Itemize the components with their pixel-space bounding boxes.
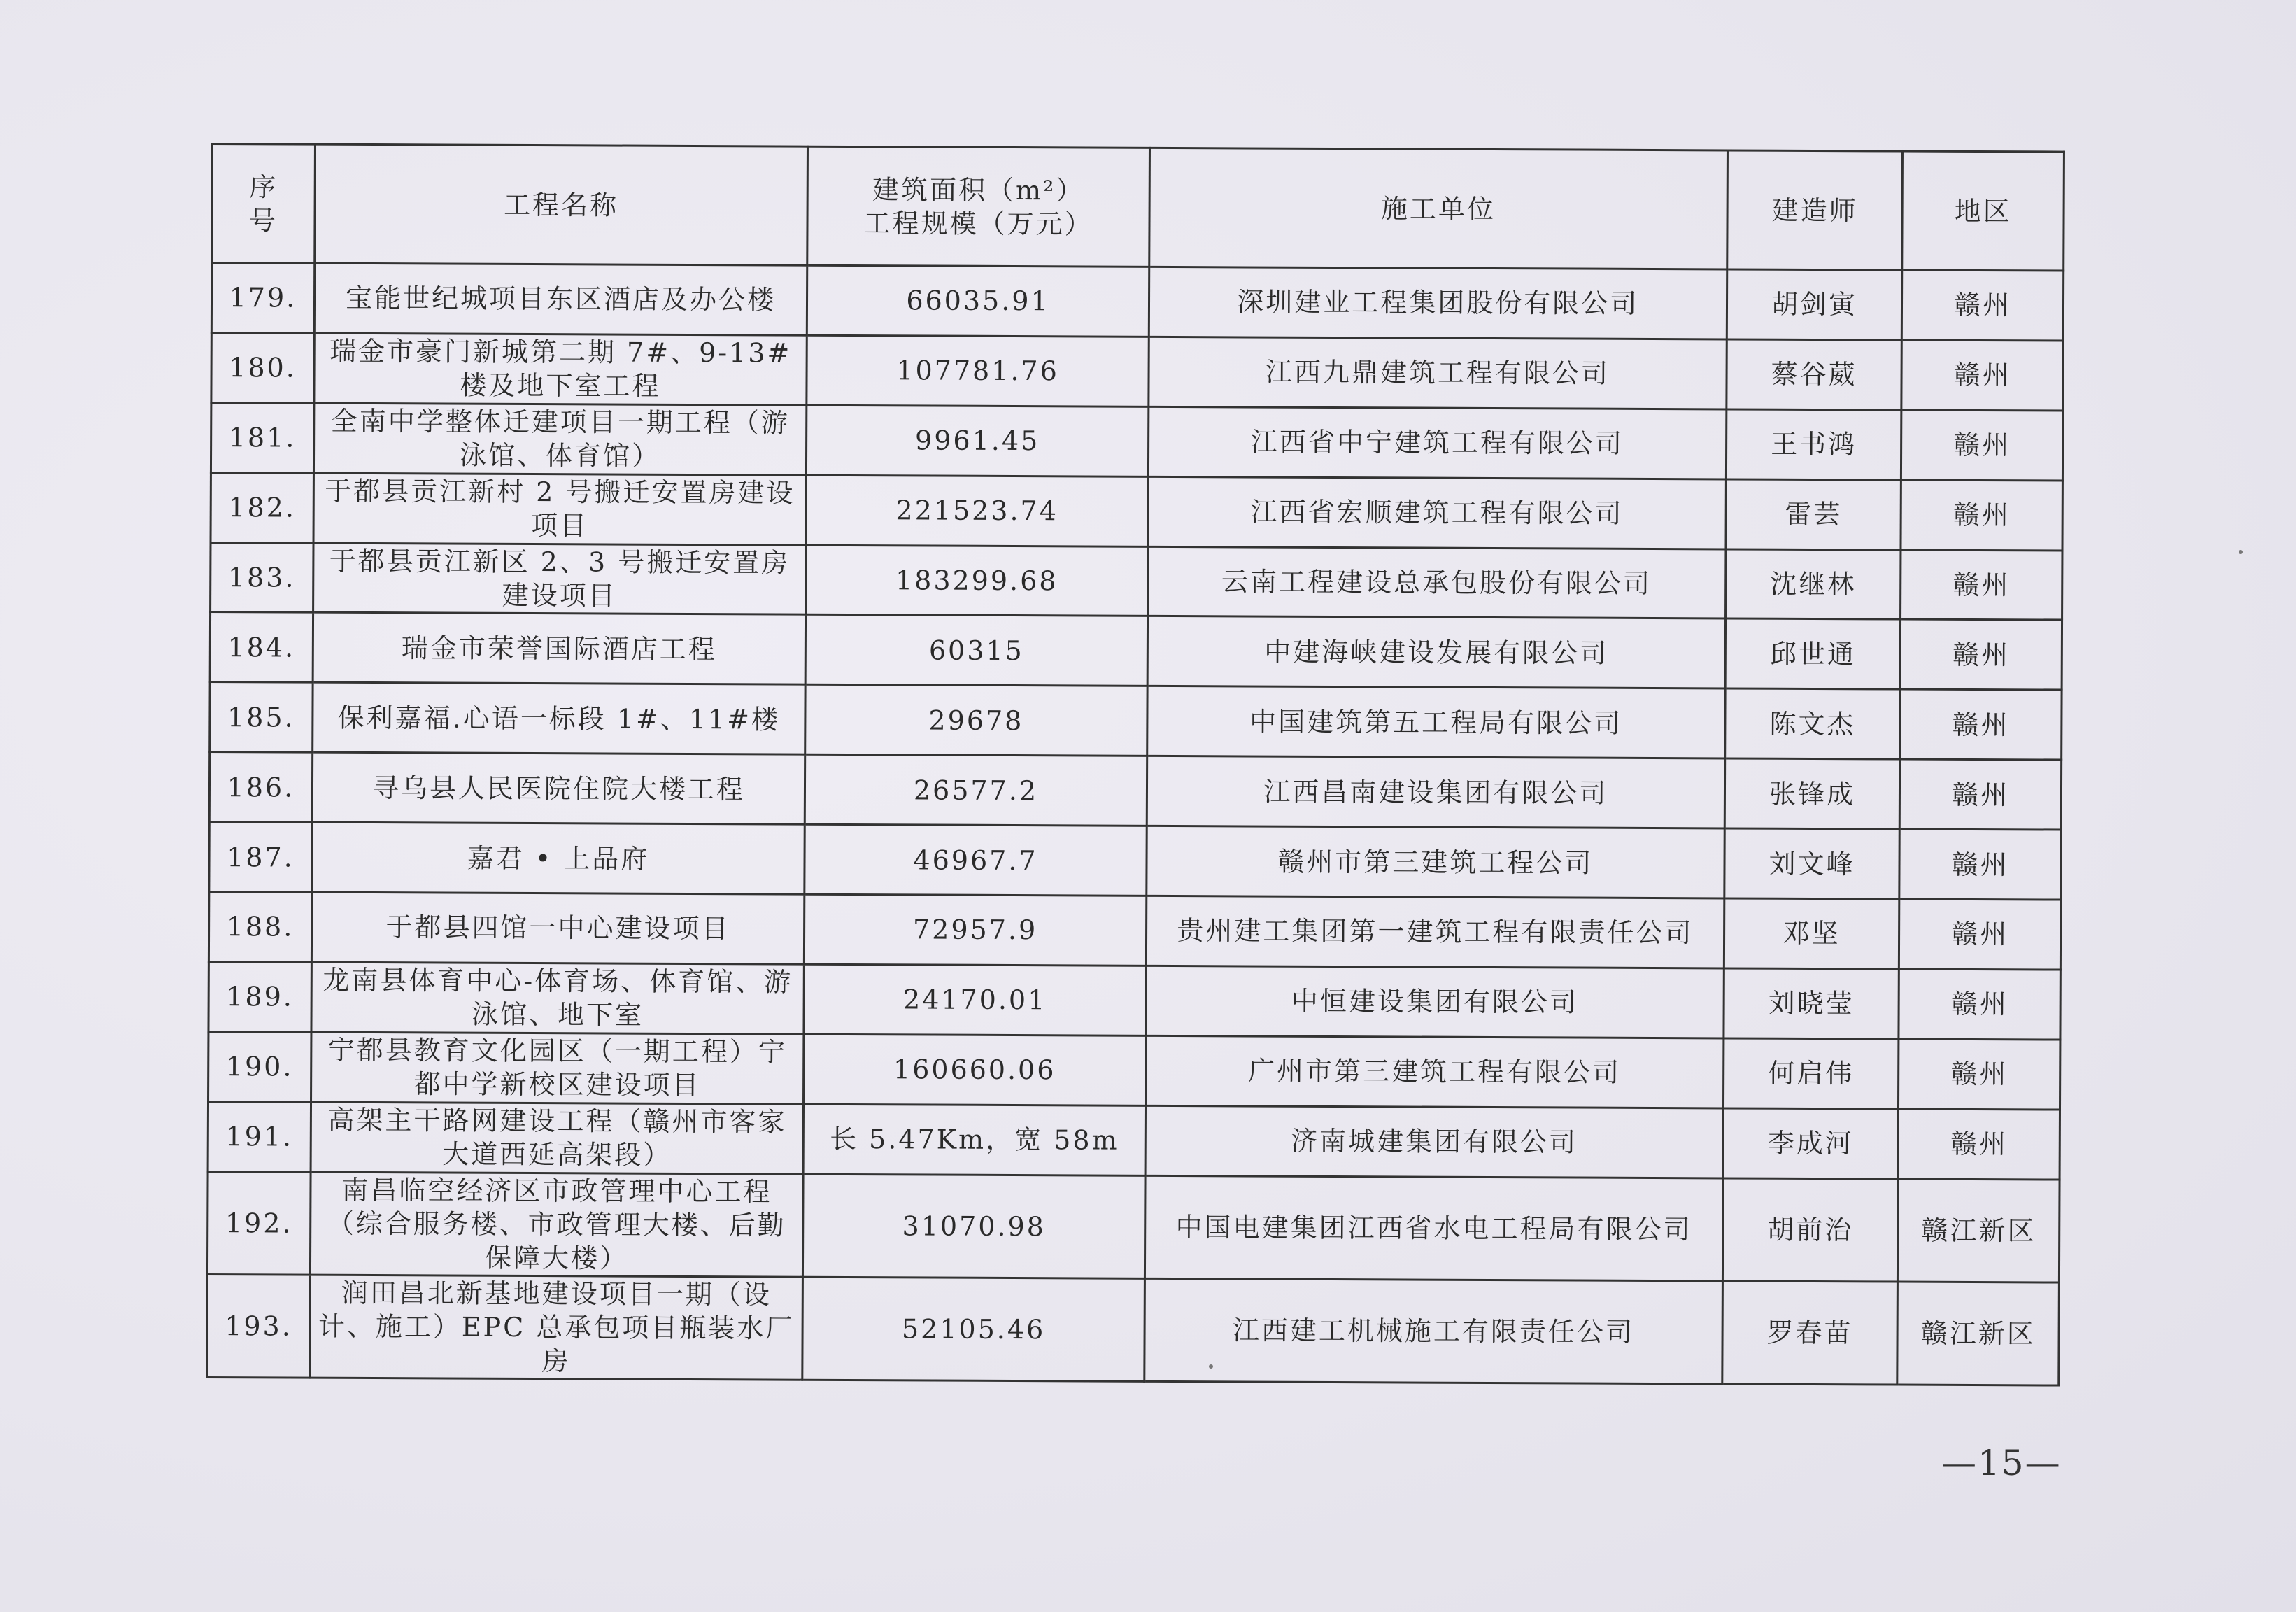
cell-no: 188.: [208, 892, 311, 963]
cell-no: 189.: [208, 961, 311, 1032]
cell-no: 186.: [209, 752, 312, 823]
header-company: 施工单位: [1149, 148, 1727, 269]
table-row: [209, 752, 2061, 830]
cell-company: 赣州市第三建筑工程公司: [1147, 826, 1724, 898]
cell-company: 中国电建集团江西省水电工程局有限公司: [1145, 1175, 1722, 1281]
cell-name: 保利嘉福.心语一标段 1#、11#楼: [313, 682, 806, 754]
table-row: [211, 472, 2062, 550]
cell-no: 182.: [211, 472, 313, 543]
paper-speck: [2239, 550, 2243, 554]
cell-scale: 107781.76: [807, 335, 1149, 406]
cell-region: 赣江新区: [1898, 1179, 2060, 1282]
cell-name: 全南中学整体迁建项目一期工程（游泳馆、体育馆）: [313, 403, 807, 475]
header-region: 地区: [1902, 151, 2064, 271]
cell-region: 赣州: [1899, 899, 2061, 970]
cell-region: 赣江新区: [1897, 1282, 2059, 1385]
header-builder: 建造师: [1727, 150, 1903, 270]
cell-scale: 66035.91: [807, 265, 1149, 337]
cell-name: 于都县贡江新区 2、3 号搬迁安置房建设项目: [313, 543, 806, 615]
cell-company: 广州市第三建筑工程有限公司: [1145, 1035, 1723, 1108]
cell-builder: 胡前治: [1722, 1178, 1898, 1282]
cell-scale: 52105.46: [802, 1277, 1145, 1381]
cell-company: 中恒建设集团有限公司: [1146, 966, 1724, 1038]
cell-region: 赣州: [1899, 1109, 2060, 1180]
table-row: [208, 892, 2060, 970]
cell-name: 寻乌县人民医院住院大楼工程: [312, 752, 805, 824]
cell-name: 润田昌北新基地建设项目一期（设计、施工）EPC 总承包项目瓶装水厂房: [310, 1275, 803, 1380]
cell-builder: 罗春苗: [1722, 1281, 1897, 1385]
cell-region: 赣州: [1902, 270, 2064, 341]
cell-no: 190.: [208, 1031, 311, 1102]
cell-builder: 沈继林: [1725, 549, 1901, 620]
table-row: [210, 612, 2062, 690]
cell-builder: 陈文杰: [1724, 688, 1900, 759]
cell-no: 184.: [210, 612, 313, 683]
cell-scale: 46967.7: [805, 824, 1147, 896]
header-index-line2: 号: [248, 204, 278, 236]
cell-builder: 刘文峰: [1724, 828, 1899, 899]
header-row: [212, 144, 2064, 271]
header-scale-line2: 工程规模（万元）: [863, 207, 1093, 240]
table-row: [211, 542, 2062, 620]
header-scale: [807, 146, 1150, 267]
cell-region: 赣州: [1901, 550, 2062, 621]
cell-builder: 邱世通: [1725, 618, 1901, 689]
cell-name: 于都县贡江新村 2 号搬迁安置房建设项目: [313, 473, 807, 545]
cell-name: 宁都县教育文化园区（一期工程）宁都中学新校区建设项目: [311, 1032, 804, 1104]
cell-builder: 邓坚: [1724, 898, 1899, 969]
project-table: [206, 143, 2065, 1386]
cell-scale: 长 5.47Km，宽 58m: [803, 1104, 1145, 1175]
cell-company: 江西省宏顺建筑工程有限公司: [1148, 476, 1726, 549]
header-name: 工程名称: [315, 144, 808, 265]
cell-region: 赣州: [1899, 829, 2061, 900]
cell-name: 龙南县体育中心-体育场、体育馆、游泳馆、地下室: [311, 962, 805, 1034]
cell-builder: 刘晓莹: [1724, 968, 1899, 1039]
cell-no: 191.: [208, 1101, 311, 1172]
cell-scale: 160660.06: [804, 1034, 1146, 1105]
table-row: [211, 263, 2063, 341]
table-row: [207, 1274, 2060, 1385]
cell-scale: 72957.9: [804, 894, 1146, 966]
cell-builder: 王书鸿: [1726, 409, 1901, 480]
cell-builder: 胡剑寅: [1727, 269, 1902, 340]
cell-no: 179.: [211, 263, 314, 334]
cell-no: 180.: [211, 332, 314, 403]
cell-region: 赣州: [1900, 759, 2062, 830]
cell-company: 贵州建工集团第一建筑工程有限责任公司: [1146, 896, 1724, 968]
cell-no: 183.: [211, 542, 313, 613]
table-row: [208, 1101, 2060, 1179]
cell-region: 赣州: [1901, 410, 2063, 481]
header-index-line1: 序: [249, 171, 278, 202]
cell-region: 赣州: [1901, 480, 2062, 551]
cell-no: 193.: [207, 1274, 311, 1378]
cell-name: 南昌临空经济区市政管理中心工程（综合服务楼、市政管理大楼、后勤保障大楼）: [310, 1172, 803, 1277]
cell-company: 中国建筑第五工程局有限公司: [1147, 686, 1725, 758]
table-row: [211, 332, 2063, 410]
cell-region: 赣州: [1900, 689, 2062, 760]
cell-scale: 26577.2: [805, 754, 1147, 826]
table-row: [211, 402, 2062, 480]
cell-scale: 60315: [805, 615, 1147, 686]
cell-scale: 29678: [805, 685, 1147, 756]
cell-name: 高架主干路网建设工程（赣州市客家大道西延高架段）: [311, 1102, 804, 1174]
cell-company: 济南城建集团有限公司: [1145, 1105, 1723, 1178]
cell-company: 江西省中宁建筑工程有限公司: [1148, 406, 1726, 479]
cell-region: 赣州: [1899, 1039, 2060, 1110]
cell-name: 瑞金市豪门新城第二期 7#、9-13#楼及地下室工程: [314, 333, 807, 405]
cell-builder: 何启伟: [1723, 1038, 1899, 1109]
header-index: [212, 144, 316, 264]
cell-scale: 221523.74: [806, 475, 1148, 546]
cell-scale: 183299.68: [806, 545, 1148, 616]
cell-region: 赣州: [1901, 340, 2063, 411]
cell-no: 187.: [209, 822, 312, 893]
table-row: [208, 1031, 2060, 1109]
cell-region: 赣州: [1901, 619, 2062, 690]
cell-name: 宝能世纪城项目东区酒店及办公楼: [314, 263, 807, 335]
cell-company: 云南工程建设总承包股份有限公司: [1147, 546, 1725, 618]
cell-builder: 李成河: [1723, 1108, 1899, 1179]
cell-company: 中建海峡建设发展有限公司: [1147, 616, 1725, 688]
table-row: [210, 682, 2062, 760]
table-row: [208, 961, 2060, 1039]
cell-region: 赣州: [1899, 969, 2060, 1040]
table-row: [209, 822, 2061, 900]
cell-company: 深圳建业工程集团股份有限公司: [1149, 267, 1727, 339]
cell-builder: 蔡谷葳: [1727, 339, 1902, 410]
cell-scale: 24170.01: [804, 964, 1146, 1035]
cell-scale: 9961.45: [807, 405, 1149, 476]
cell-name: 于都县四馆一中心建设项目: [311, 892, 805, 964]
page-number: —15—: [1941, 1443, 2062, 1483]
cell-name: 瑞金市荣誉国际酒店工程: [313, 613, 806, 685]
header-scale-line1: 建筑面积（m²）: [872, 174, 1085, 206]
cell-no: 192.: [207, 1171, 311, 1275]
cell-company: 江西九鼎建筑工程有限公司: [1149, 337, 1727, 409]
cell-no: 185.: [210, 682, 313, 753]
cell-no: 181.: [211, 402, 313, 473]
cell-name: 嘉君 • 上品府: [312, 822, 805, 894]
cell-company: 江西昌南建设集团有限公司: [1147, 756, 1724, 828]
cell-company: 江西建工机械施工有限责任公司: [1145, 1278, 1722, 1384]
cell-builder: 雷芸: [1726, 479, 1901, 550]
cell-scale: 31070.98: [803, 1174, 1145, 1278]
paper-speck: [1209, 1364, 1213, 1369]
cell-builder: 张锋成: [1724, 758, 1900, 829]
table-row: [207, 1171, 2060, 1282]
